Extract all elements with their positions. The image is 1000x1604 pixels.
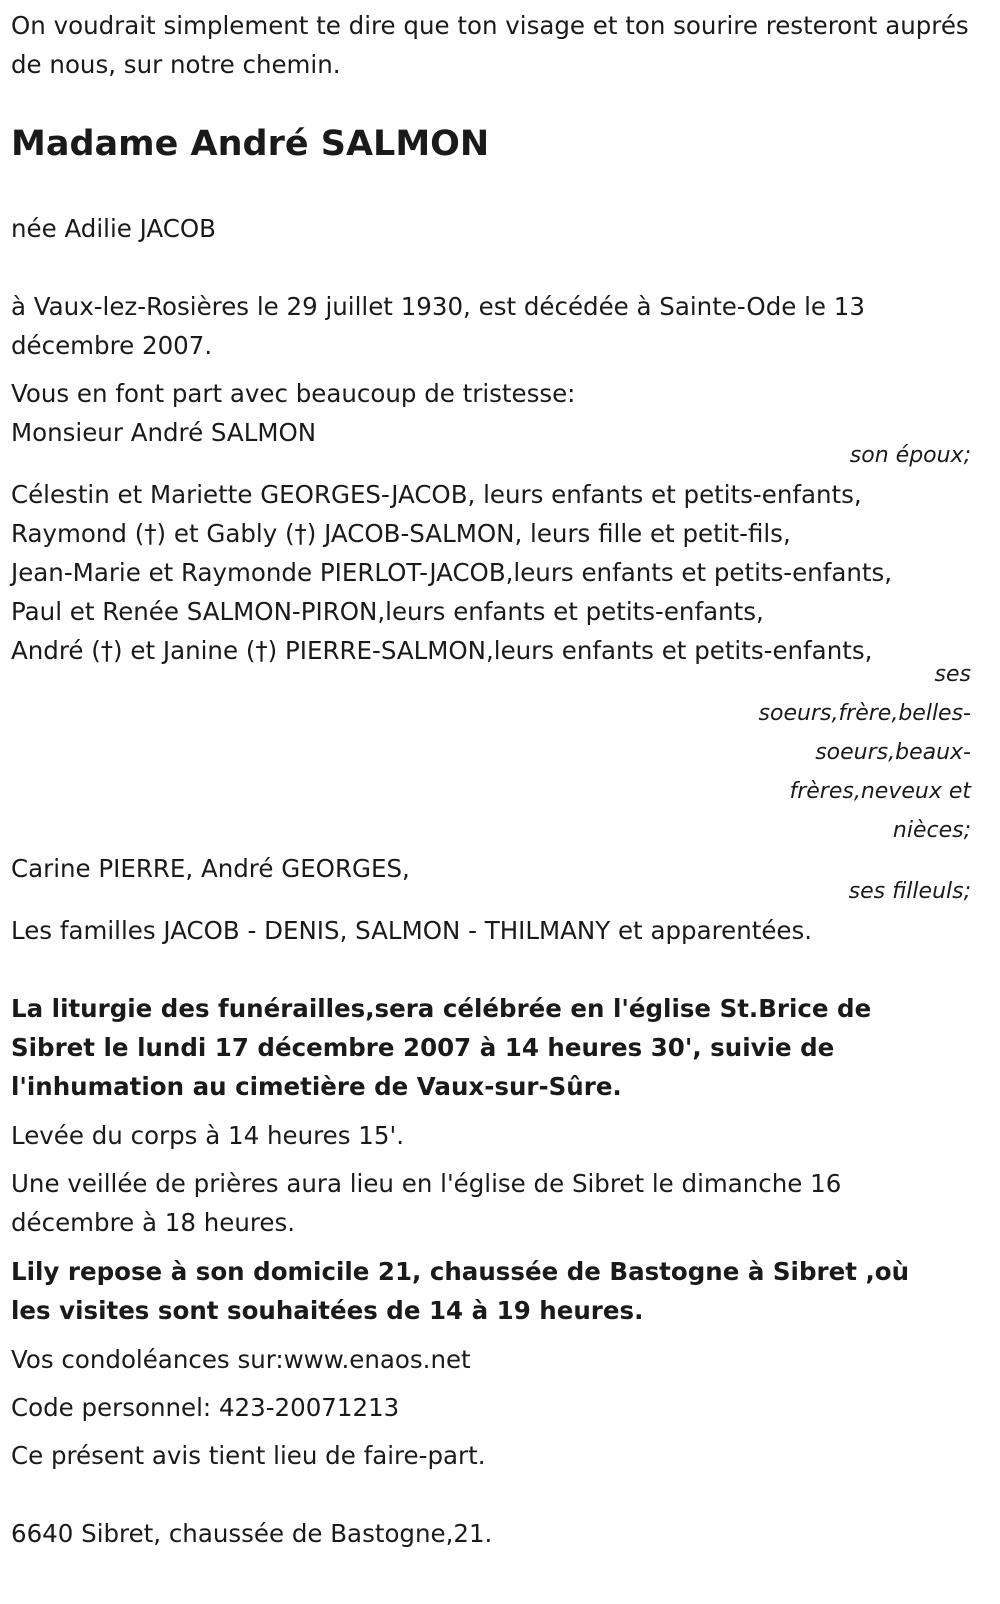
- siblings-role: soeurs,beaux-: [815, 740, 971, 765]
- siblings-role: frères,neveux et: [789, 779, 971, 804]
- liturgy-text: La liturgie des funérailles,sera célébrée en l'église St.Brice de Sibret le lundi 17 décembre 2007 à 14 heures 30', suivie de l'inhumation au cimetière de Vaux-sur-Sûre.: [11, 994, 872, 1101]
- deceased-name: Madame André SALMON: [11, 124, 490, 164]
- sibling-line: André (†) et Janine (†) PIERRE-SALMON,leurs enfants et petits-enfants,: [11, 636, 873, 665]
- spouse-name: Monsieur André SALMON: [11, 418, 317, 447]
- birth-name: née Adilie JACOB: [11, 214, 216, 243]
- godchildren-names: Carine PIERRE, André GEORGES,: [11, 854, 410, 883]
- condolences-text: Vos condoléances sur:www.enaos.net: [11, 1345, 471, 1374]
- sibling-line: Raymond (†) et Gably (†) JACOB-SALMON, leurs fille et petit-fils,: [11, 519, 791, 548]
- announcement-text: Vous en font part avec beaucoup de tristesse:: [11, 379, 576, 408]
- intro-text: On voudrait simplement te dire que ton visage et ton sourire resteront auprés de nous, sur notre chemin.: [11, 11, 969, 79]
- sibling-line: Paul et Renée SALMON-PIRON,leurs enfants et petits-enfants,: [11, 597, 764, 626]
- siblings-role: nièces;: [892, 818, 971, 843]
- levee-text: Levée du corps à 14 heures 15'.: [11, 1121, 404, 1150]
- families-text: Les familles JACOB - DENIS, SALMON - THILMANY et apparentées.: [11, 916, 813, 945]
- repose-text: Lily repose à son domicile 21, chaussée de Bastogne à Sibret ,où les visites sont souhaitées de 14 à 19 heures.: [11, 1257, 910, 1325]
- notice-text: Ce présent avis tient lieu de faire-part.: [11, 1441, 486, 1470]
- birth-death-dates: à Vaux-lez-Rosières le 29 juillet 1930, est décédée à Sainte-Ode le 13 décembre 2007.: [11, 292, 865, 360]
- sibling-line: Célestin et Mariette GEORGES-JACOB, leurs enfants et petits-enfants,: [11, 480, 862, 509]
- sibling-line: Jean-Marie et Raymonde PIERLOT-JACOB,leurs enfants et petits-enfants,: [11, 558, 893, 587]
- godchildren-role: ses filleuls;: [848, 879, 971, 904]
- address-text: 6640 Sibret, chaussée de Bastogne,21.: [11, 1519, 493, 1548]
- spouse-role: son époux;: [849, 443, 971, 468]
- siblings-role: soeurs,frère,belles-: [758, 701, 971, 726]
- siblings-role: ses: [934, 662, 971, 687]
- personal-code: Code personnel: 423-20071213: [11, 1393, 400, 1422]
- vigil-text: Une veillée de prières aura lieu en l'église de Sibret le dimanche 16 décembre à 18 heures.: [11, 1169, 842, 1237]
